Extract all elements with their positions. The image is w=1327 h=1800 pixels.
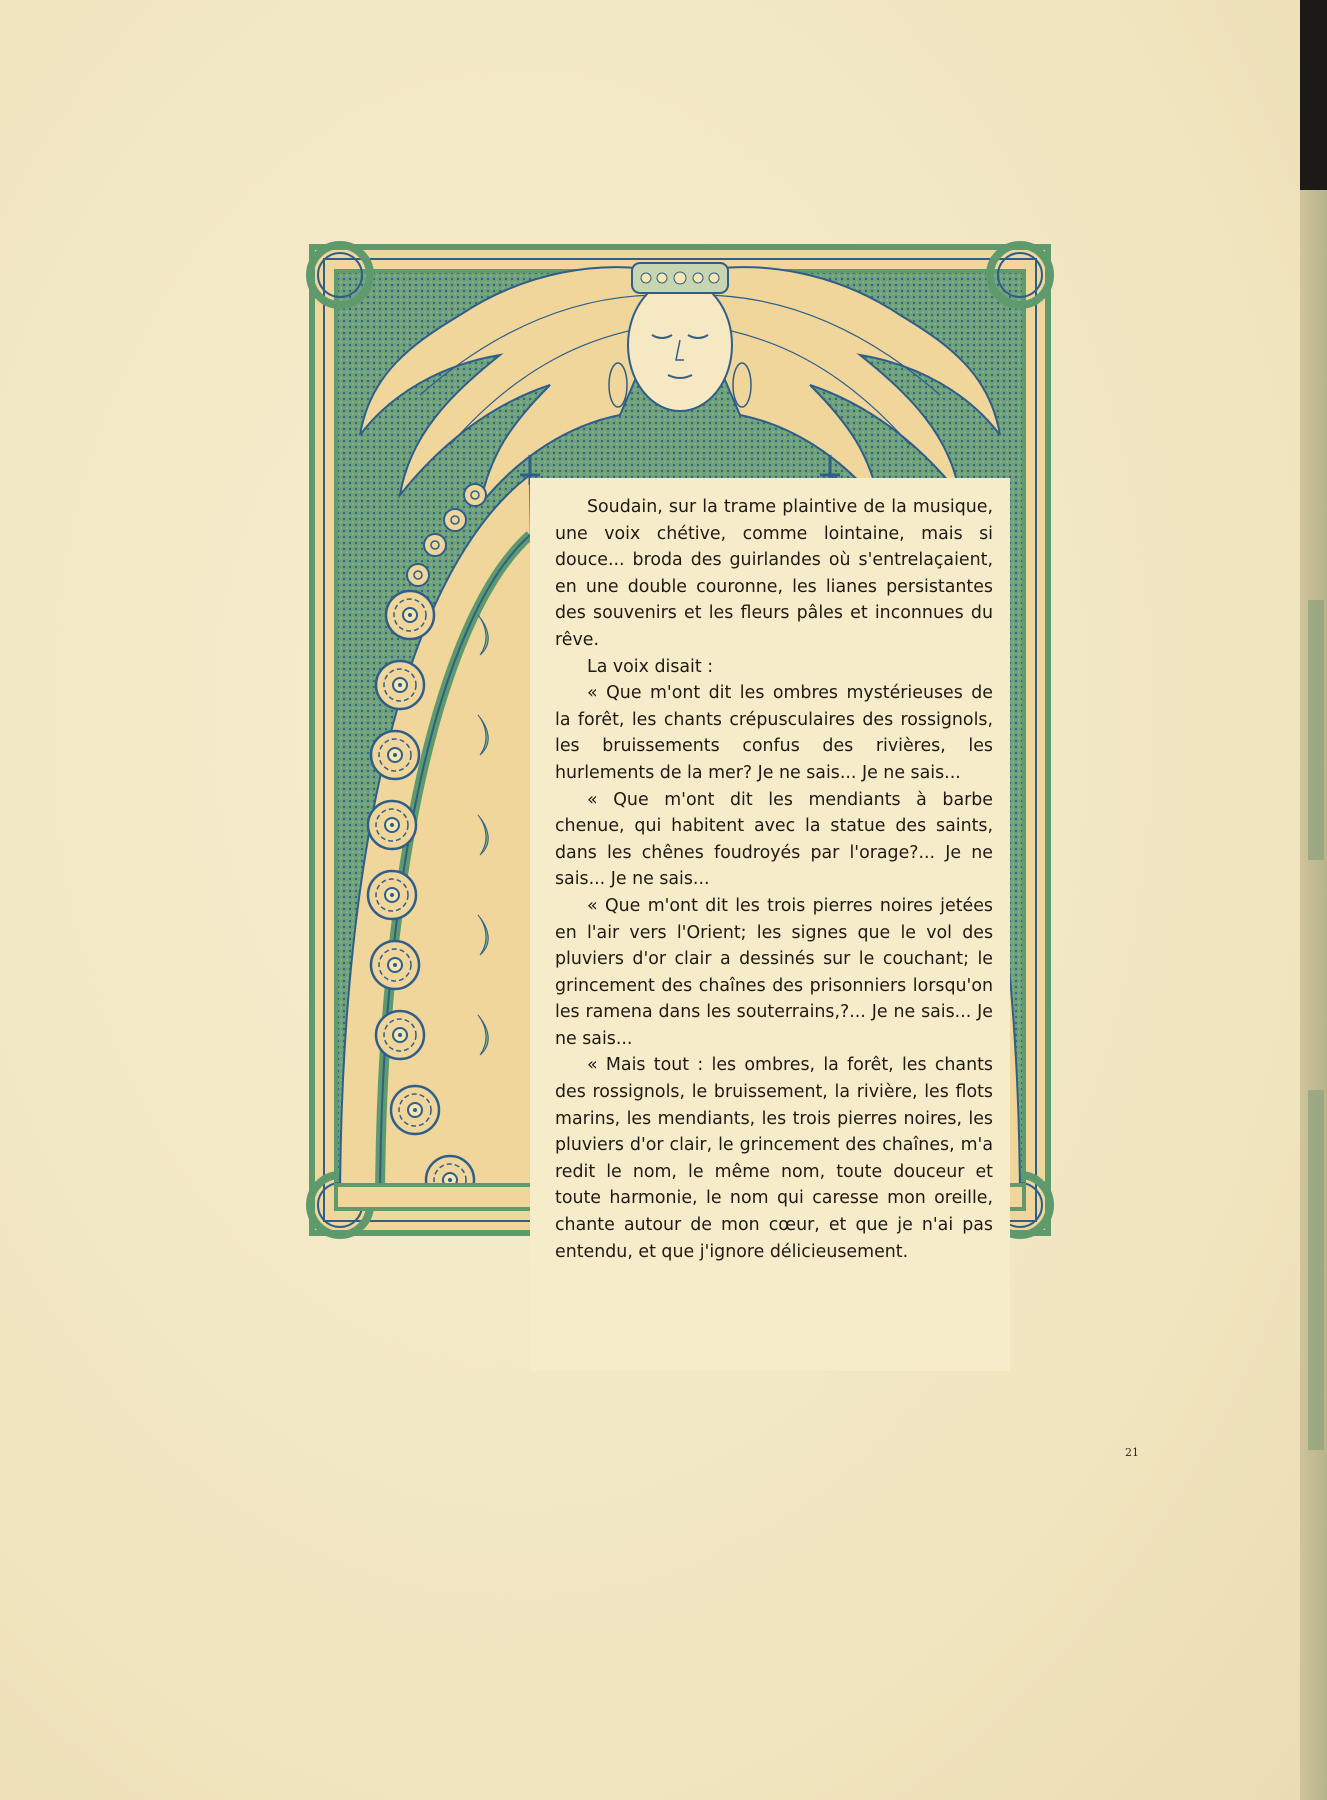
paragraph-6: « Mais tout : les ombres, la forêt, les chants des rossignols, le bruissement, la rivière, les flots marins, les mendiants, les trois pierres noires, les pluviers d'or clair, le grincement des chaînes, m'a redit le nom, le même nom, toute douceur et toute harmonie, le nom qui caresse mon oreille, chante autour de mon cœur, et que je n'ai pas entendu, et que j'ignore délicieusement. (555, 1055, 993, 1262)
paragraph-1: Soudain, sur la trame plaintive de la musique, une voix chétive, comme lointaine, mais si douce... broda des guirlandes où s'entrelaçaient, en une double couronne, les lianes persistantes des souvenirs et les fleurs pâles et inconnues du rêve. (555, 497, 993, 650)
paragraph-4: « Que m'ont dit les mendiants à barbe chenue, qui habitent avec la statue des saints, dans les chênes foudroyés par l'orage?... Je ne sais... Je ne sais... (555, 789, 993, 890)
paragraph-5: « Que m'ont dit les trois pierres noires jetées en l'air vers l'Orient; les signes que le vol des pluviers d'or clair a dessinés sur le couchant; le grincement des chaînes des prisonniers lorsqu'on les ramena dans les souterrains,?... Je ne sais... Je ne sais... (555, 895, 993, 1049)
paragraph-3: « Que m'ont dit les ombres mystérieuses de la forêt, les chants crépusculaires des rossignols, les bruissements confus des rivières, les hurlements de la mer? Je ne sais... Je ne sais... (555, 683, 993, 783)
page-number: 21 (1125, 1446, 1139, 1459)
paragraph-2: La voix disait : (587, 656, 714, 677)
next-page-edge (1300, 190, 1327, 1800)
poem-text (555, 494, 993, 1265)
